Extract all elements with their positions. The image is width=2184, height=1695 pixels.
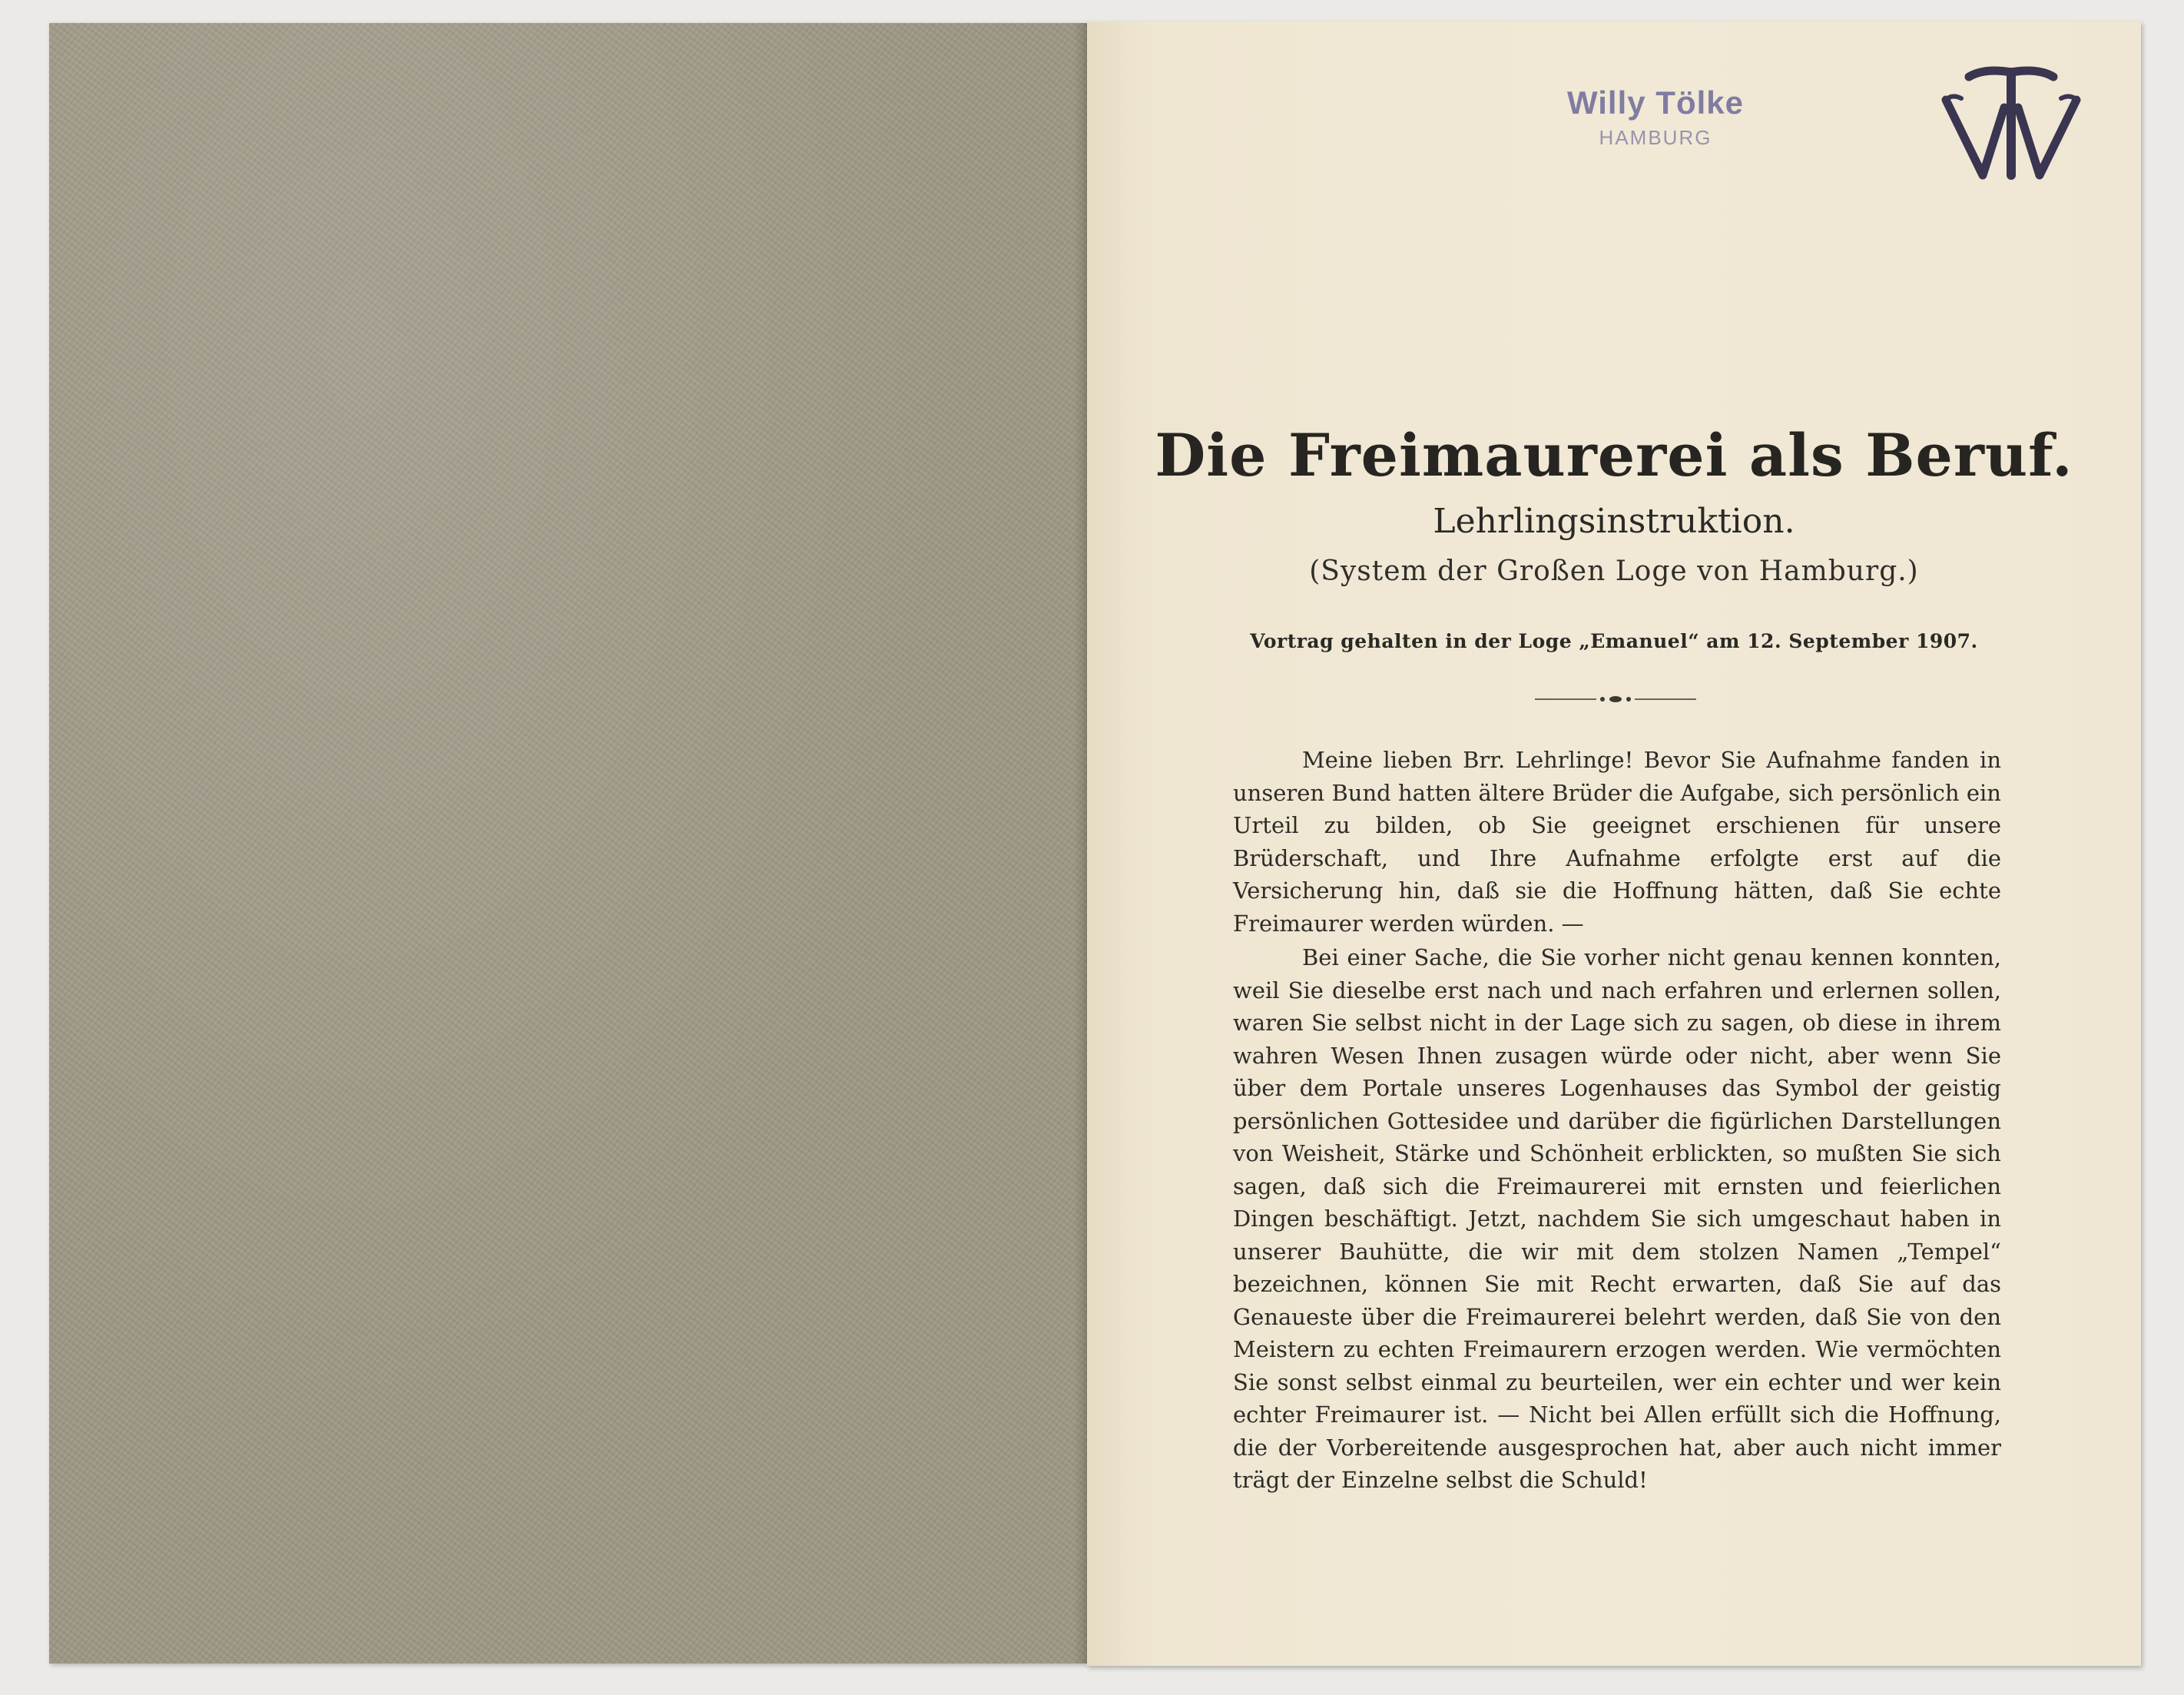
monogram-logo-stamp [1938,60,2084,191]
owner-stamp-name: Willy Tölke [1566,85,1744,121]
owner-stamp-city: HAMBURG [1599,126,1712,149]
title-page [1087,22,2141,1666]
divider-ornament [1535,692,1696,707]
lecture-note: Vortrag gehalten in der Loge „Emanuel“ am 12. September 1907. [1250,630,1978,652]
body-text [1233,744,2001,1497]
document-subtitle: Lehrlingsinstruktion. [1433,502,1795,541]
document-system-note: (System der Großen Loge von Hamburg.) [1309,556,1919,587]
document-title: Die Freimaurerei als Beruf. [1155,421,2073,489]
paragraph: Meine lieben Brr. Lehrlinge! Bevor Sie Aufnahme fanden in unseren Bund hatten ältere Brüder die Aufgabe, sich persönlich ein Urteil zu bilden, ob Sie geeignet erschienen für unsere Brüderschaft, und Ihre Aufnahme erfolgte erst auf die Versicherung hin, daß sie die Hoffnung hätten, daß Sie echte Freimaurer werden würden. — [1233,747,2001,937]
paragraph: Bei einer Sache, die Sie vorher nicht genau kennen konnten, weil Sie dieselbe erst nach und nach erfahren und erlernen sollen, waren Sie selbst nicht in der Lage sich zu sagen, ob diese in ihrem wahren Wesen Ihnen zusagen würde oder nicht, aber wenn Sie über dem Portale unseres Logenhauses das Symbol der geistig persönlichen Gottesidee und darüber die figürlichen Darstellungen von Weisheit, Stärke und Schönheit erblickten, so mußten Sie sich sagen, daß sich die Freimaurerei mit ernsten und feierlichen Dingen beschäftigt. Jetzt, nachdem Sie sich umgeschaut haben in unserer Bauhütte, die wir mit dem stolzen Namen „Tempel“ bezeichnen, können Sie mit Recht erwarten, daß Sie auf das Genaueste über die Freimaurerei belehrt werden, daß Sie von den Meistern zu echten Freimaurern erzogen werden. Wie vermöchten Sie sonst selbst einmal zu beurteilen, wer ein echter und wer kein echter Freimaurer ist. — Nicht bei Allen erfüllt sich die Hoffnung, die der Vorbereitende ausgesprochen hat, aber auch nicht immer trägt der Einzelne selbst die Schuld! [1233,944,2001,1493]
gray-cover-page [49,23,1088,1663]
